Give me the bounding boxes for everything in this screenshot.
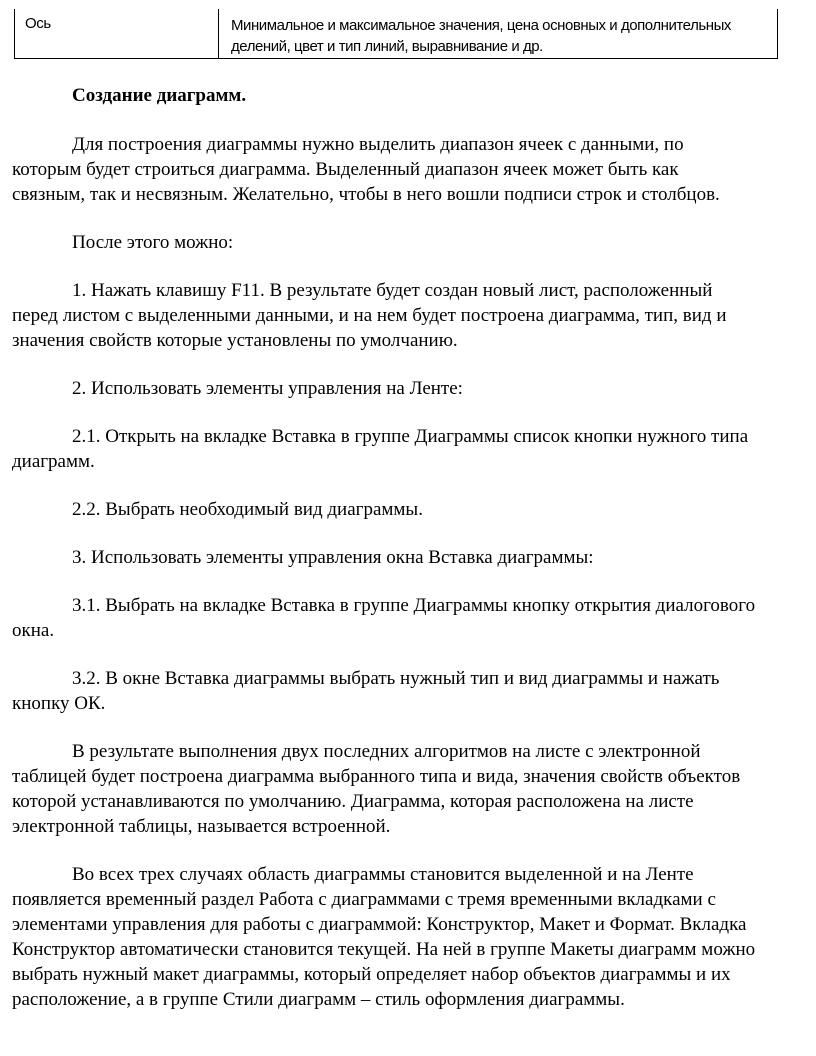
table-cell-axis: Ось bbox=[15, 9, 219, 58]
paragraph-line: расположение, а в группе Стили диаграмм – стиль оформления диаграммы. bbox=[12, 989, 625, 1010]
paragraph-line: перед листом с выделенными данными, и на нем будет построена диаграмма, тип, вид и bbox=[12, 305, 727, 326]
paragraph-line: которым будет строиться диаграмма. Выделенный диапазон ячеек может быть как bbox=[12, 159, 679, 180]
paragraph-line: 3.2. В окне Вставка диаграммы выбрать нужный тип и вид диаграммы и нажать bbox=[72, 668, 720, 689]
section-heading: Создание диаграмм. bbox=[72, 85, 247, 106]
properties-table-row bbox=[14, 9, 778, 59]
paragraph-line: Во всех трех случаях область диаграммы становится выделенной и на Ленте bbox=[72, 864, 694, 885]
paragraph-line: которой устанавливаются по умолчанию. Диаграмма, которая расположена на листе bbox=[12, 791, 694, 812]
paragraph-line: связным, так и несвязным. Желательно, чтобы в него вошли подписи строк и столбцов. bbox=[12, 184, 720, 205]
paragraph-line: значения свойств которые установлены по умолчанию. bbox=[12, 330, 458, 351]
paragraph-line: таблицей будет построена диаграмма выбранного типа и вида, значения свойств объектов bbox=[12, 766, 741, 787]
paragraph-line: диаграмм. bbox=[12, 451, 95, 472]
paragraph-line: 1. Нажать клавишу F11. В результате будет создан новый лист, расположенный bbox=[72, 280, 713, 301]
paragraph-line: выбрать нужный макет диаграммы, который определяет набор объектов диаграммы и их bbox=[12, 964, 731, 985]
paragraph-line: После этого можно: bbox=[72, 232, 234, 253]
paragraph-line: 3.1. Выбрать на вкладке Вставка в группе Диаграммы кнопку открытия диалогового bbox=[72, 595, 756, 616]
paragraph-line: появляется временный раздел Работа с диаграммами с тремя временными вкладками с bbox=[12, 889, 716, 910]
table-cell-text-line-2: делений, цвет и тип линий, выравнивание и др. bbox=[231, 38, 543, 55]
paragraph-line: Для построения диаграммы нужно выделить диапазон ячеек с данными, по bbox=[72, 134, 684, 155]
paragraph-line: элементами управления для работы с диаграммой: Конструктор, Макет и Формат. Вкладка bbox=[12, 914, 747, 935]
table-cell-text-line-1: Минимальное и максимальное значения, цена основных и дополнительных bbox=[231, 17, 731, 34]
paragraph-line: Конструктор автоматически становится текущей. На ней в группе Макеты диаграмм можно bbox=[12, 939, 756, 960]
paragraph-line: 2.2. Выбрать необходимый вид диаграммы. bbox=[72, 499, 423, 520]
paragraph-line: 3. Использовать элементы управления окна Вставка диаграммы: bbox=[72, 547, 594, 568]
paragraph-line: окна. bbox=[12, 620, 55, 641]
paragraph-line: В результате выполнения двух последних алгоритмов на листе с электронной bbox=[72, 741, 701, 762]
table-cell-axis-properties bbox=[219, 9, 777, 58]
paragraph-line: 2.1. Открыть на вкладке Вставка в группе Диаграммы список кнопки нужного типа bbox=[72, 426, 749, 447]
paragraph-line: электронной таблицы, называется встроенной. bbox=[12, 816, 391, 837]
paragraph-line: 2. Использовать элементы управления на Ленте: bbox=[72, 378, 463, 399]
paragraph-line: кнопку ОК. bbox=[12, 693, 106, 714]
